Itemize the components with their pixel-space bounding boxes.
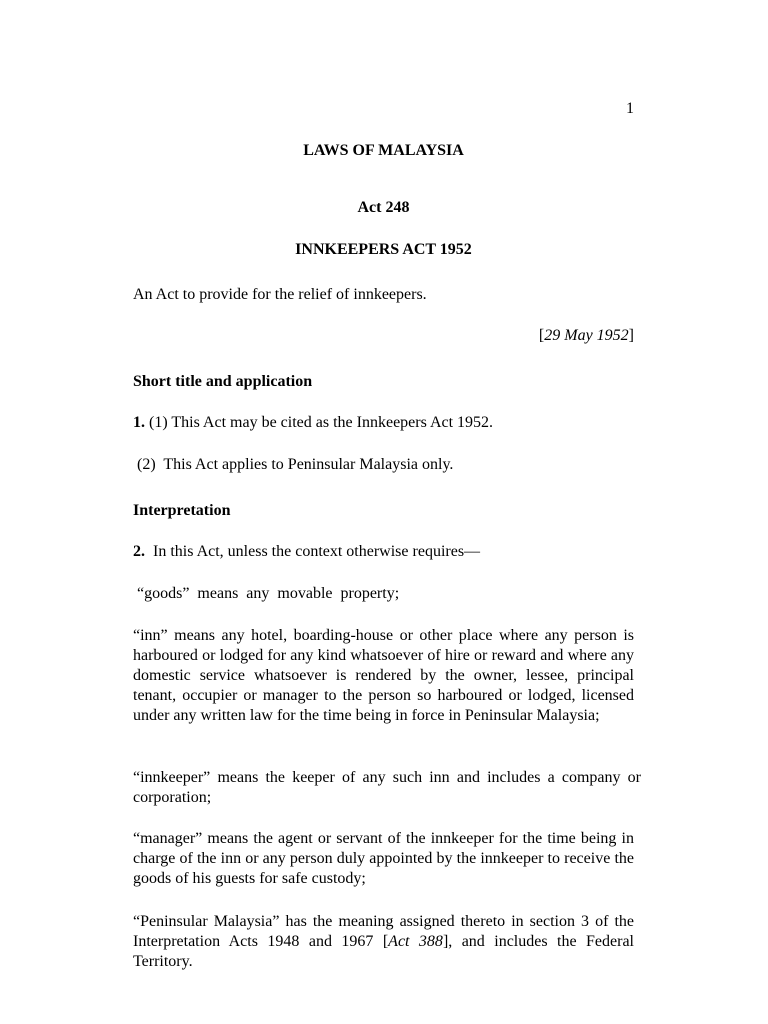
section-2-number: 2. xyxy=(133,543,145,560)
act-388-reference: Act 388 xyxy=(388,933,443,950)
definition-peninsular-text-end: ], and includes the Federal Territory. xyxy=(133,933,634,970)
definition-manager: “manager” means the agent or servant of the innkeeper for the time being in charge of the inn or any person duly appointed by the innkeeper to receive the goods of his guests for safe custody; xyxy=(133,830,634,887)
laws-title: LAWS OF MALAYSIA xyxy=(303,142,464,159)
enactment-date xyxy=(400,327,634,345)
definition-inn: “inn” means any hotel, boarding-house or other place where any person is harboured or lodged for any kind whatsoever of hire or reward and where any domestic service whatsoever is rendered by the owner, lessee, principal tenant, occupier or manager to the person so harboured or lodged, licensed under any written law for the time being in force in Peninsular Malaysia; xyxy=(133,627,634,724)
act-name: INNKEEPERS ACT 1952 xyxy=(295,241,472,258)
page-number: 1 xyxy=(626,100,634,117)
date-open-bracket: [ xyxy=(538,327,545,344)
section-1-subsection-1 xyxy=(133,414,493,432)
section-2-text: In this Act, unless the context otherwise requires— xyxy=(145,543,481,560)
definition-goods: “goods” means any movable property; xyxy=(133,585,400,602)
section-2-intro xyxy=(133,543,480,561)
long-title: An Act to provide for the relief of innkeepers. xyxy=(133,286,427,303)
date-value: 29 May 1952 xyxy=(544,327,629,344)
definition-peninsular-malaysia xyxy=(133,912,634,972)
act-number: Act 248 xyxy=(357,199,410,216)
interpretation-heading: Interpretation xyxy=(133,502,231,519)
definition-peninsular-text-start: “Peninsular Malaysia” has the meaning assigned thereto in section 3 of the Interpretation Acts 1948 and 1967 [ xyxy=(133,913,634,950)
section-1-subsection-1-text: (1) This Act may be cited as the Innkeepers Act 1952. xyxy=(145,414,494,431)
section-1-number: 1. xyxy=(133,414,145,431)
short-title-heading: Short title and application xyxy=(133,373,313,390)
date-close-bracket: ] xyxy=(628,327,634,344)
definition-innkeeper: “innkeeper” means the keeper of any such inn and includes a company or corporation; xyxy=(133,769,641,806)
section-1-subsection-2: (2) This Act applies to Peninsular Malaysia only. xyxy=(133,456,454,473)
